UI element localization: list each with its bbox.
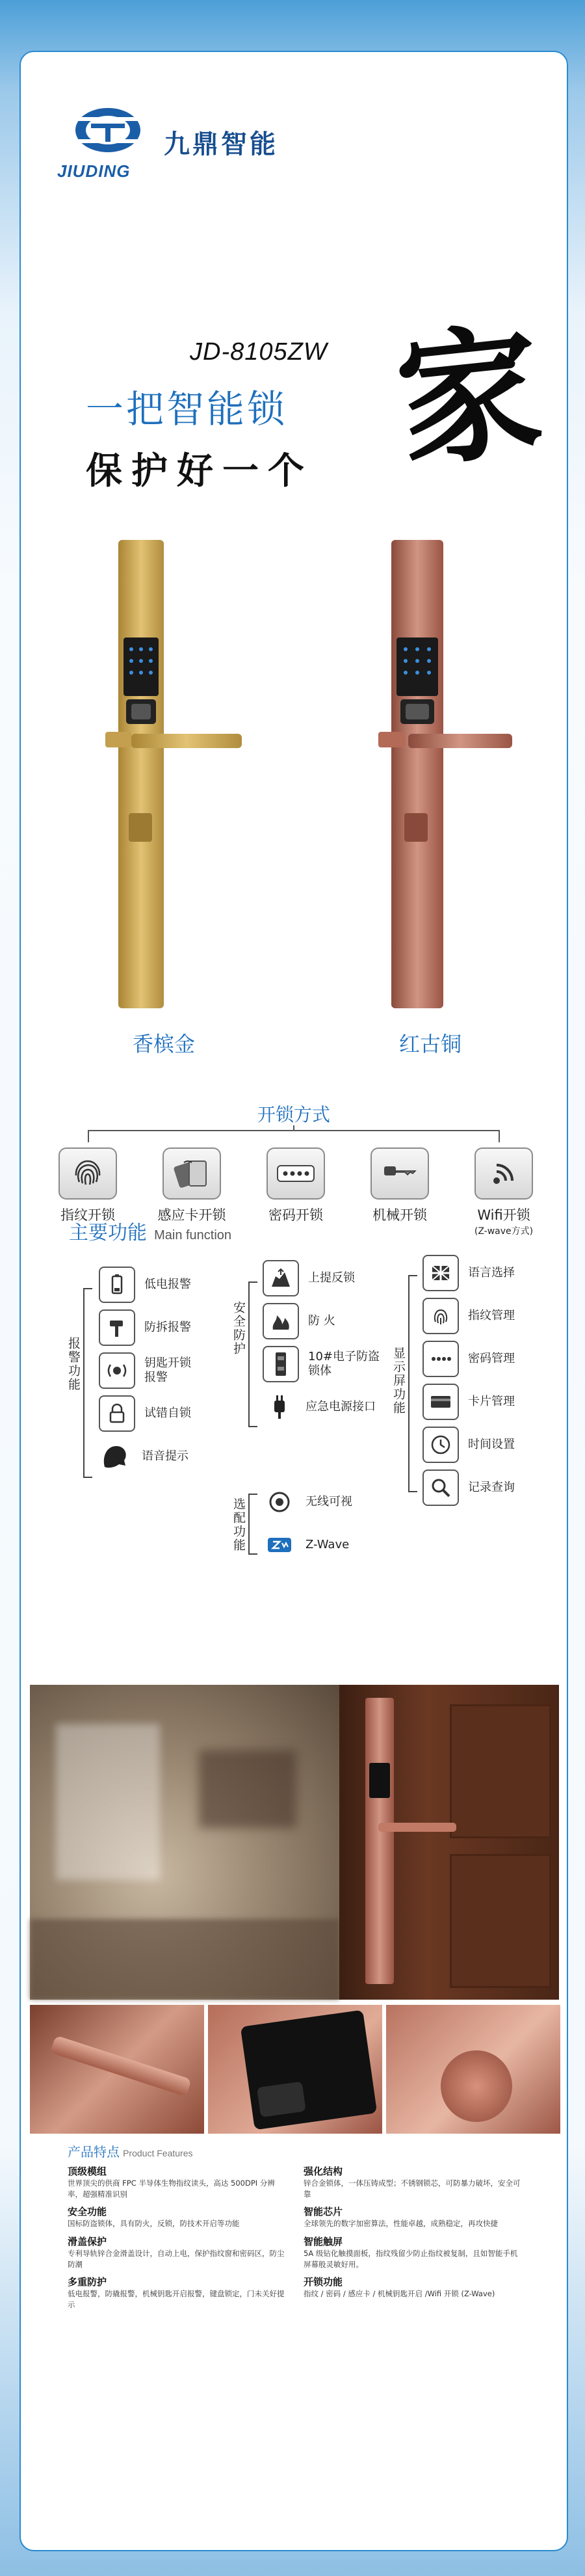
function-item <box>263 1481 352 1523</box>
unlock-method-label: 指纹开锁 <box>60 1207 115 1223</box>
feature-desc: 指纹 / 密码 / 感应卡 / 机械钥匙开启 /Wifi 开锁 (Z-Wave) <box>304 2289 495 2299</box>
unlock-method-wifi <box>462 1147 546 1237</box>
wifi-icon <box>488 1157 520 1190</box>
slogan-line-1: 一把智能锁 <box>86 387 288 431</box>
plug-icon <box>268 1394 291 1420</box>
fire-icon <box>269 1310 292 1332</box>
feature-desc: 国标防盗锁体，具有防火，反锁，防技术开启等功能 <box>68 2219 240 2229</box>
main-function-title-cn: 主要功能 <box>69 1222 147 1244</box>
feature-heading: 智能触屏 <box>304 2236 343 2248</box>
function-item-text: 记录查询 <box>468 1480 515 1494</box>
function-item-text: 时间设置 <box>468 1437 515 1451</box>
function-item <box>422 1252 515 1295</box>
function-item <box>422 1295 515 1337</box>
function-item-text: 防拆报警 <box>144 1320 191 1334</box>
function-item <box>263 1523 352 1566</box>
keypad-icon <box>276 1161 315 1187</box>
unlock-method-label: 感应卡开锁 <box>157 1207 226 1223</box>
function-item-text: 密码管理 <box>468 1351 515 1365</box>
function-item <box>263 1343 380 1386</box>
detail-photo-handle <box>30 2005 204 2134</box>
lock-image-red-bronze <box>346 540 515 1008</box>
lock-label-red-bronze: 红古铜 <box>398 1032 462 1056</box>
camera-icon <box>266 1489 292 1515</box>
function-item-text: 低电报警 <box>144 1277 191 1291</box>
feature-heading: 顶级模组 <box>68 2166 107 2177</box>
function-group-label-alarm: 报警功能 <box>66 1337 81 1391</box>
lock-label-champagne-gold: 香槟金 <box>132 1032 195 1056</box>
function-item <box>99 1349 191 1392</box>
function-group-alarm <box>99 1263 191 1478</box>
function-item-text: 指纹管理 <box>468 1308 515 1322</box>
feature-heading: 安全功能 <box>68 2206 107 2218</box>
card-icon <box>428 1391 453 1413</box>
clock-icon <box>430 1434 452 1456</box>
function-item-text: 钥匙开锁 报警 <box>144 1356 191 1384</box>
product-features-title-cn: 产品特点 <box>68 2144 120 2160</box>
brand-name-cn: 九鼎智能 <box>164 129 278 159</box>
unlock-method-label: 机械开锁 <box>372 1207 427 1223</box>
voice-icon <box>101 1443 131 1469</box>
search-icon <box>430 1477 452 1499</box>
function-item-text: 语言选择 <box>468 1265 515 1280</box>
function-item <box>422 1423 515 1466</box>
language-icon <box>430 1262 452 1284</box>
function-item <box>422 1380 515 1423</box>
function-item <box>263 1386 380 1429</box>
feature-heading: 强化结构 <box>304 2166 343 2177</box>
unlock-method-label: Wifi开锁 <box>477 1207 530 1223</box>
slogan-big-character: 家 <box>389 305 549 488</box>
feature-desc: 世界顶尖的供商 FPC 半导体生物指纹读头，高达 500DPI 分辨率，超强精准识别 <box>68 2179 275 2199</box>
function-group-bracket <box>248 1281 257 1427</box>
function-item-text: 试错自锁 <box>144 1406 191 1420</box>
password-icon <box>428 1348 454 1370</box>
jiuding-logo-icon <box>72 104 144 156</box>
feature-desc: 锌合金锁体，一体压铸成型；不锈钢锁芯，可防暴力破坏，安全可靠 <box>304 2179 521 2199</box>
function-group-bracket <box>248 1494 257 1555</box>
slogan-line-2: 保护好一个 <box>86 449 313 492</box>
lock-image-champagne-gold <box>92 540 248 1008</box>
function-item <box>263 1257 380 1300</box>
function-group-safety <box>263 1257 380 1429</box>
function-item-text: 应急电源接口 <box>306 1399 376 1414</box>
main-function-title <box>69 1216 231 1245</box>
feature-desc: 专利导轨锌合金滑盖设计，自动上电，保护指纹窗和密码区，防尘防潮 <box>68 2249 285 2269</box>
feature-desc: 低电报警，防撬报警，机械钥匙开启报警，键盘锁定，门未关好提示 <box>68 2289 285 2310</box>
poster-panel <box>20 51 568 2551</box>
function-item-text: 防 火 <box>308 1313 335 1328</box>
function-item-text: 10#电子防盗 锁体 <box>308 1349 380 1378</box>
card-icon <box>172 1157 211 1190</box>
function-item <box>263 1300 380 1343</box>
lift-icon <box>269 1267 292 1289</box>
product-features <box>58 2134 533 2368</box>
detail-photo-keypad <box>208 2005 382 2134</box>
unlock-method-mechanical-key <box>358 1147 442 1237</box>
features-right-column <box>304 2164 524 2316</box>
feature-desc: 全球领先的数字加密算法，性能卓越，成熟稳定，再攻快捷 <box>304 2219 498 2229</box>
feature-heading: 滑盖保护 <box>68 2236 107 2248</box>
room-scene-photo <box>30 1685 339 2000</box>
product-features-title <box>68 2141 533 2160</box>
function-item-text: 上提反锁 <box>308 1270 355 1285</box>
fingerprint-icon <box>430 1305 452 1327</box>
main-function-title-en: Main function <box>154 1228 232 1242</box>
function-item-text: Z-Wave <box>306 1537 350 1551</box>
sound-icon <box>104 1360 130 1382</box>
function-group-bracket <box>83 1288 92 1478</box>
low-battery-icon <box>106 1274 128 1296</box>
function-item <box>99 1263 191 1306</box>
feature-heading: 智能芯片 <box>304 2206 343 2218</box>
unlock-methods-bracket <box>86 1125 502 1144</box>
unlock-method-label: 密码开锁 <box>268 1207 323 1223</box>
function-item <box>422 1337 515 1380</box>
product-features-title-en: Product Features <box>123 2148 193 2158</box>
unlock-methods-title: 开锁方式 <box>257 1104 330 1125</box>
lock-body-icon <box>271 1351 291 1377</box>
feature-heading: 开锁功能 <box>304 2276 343 2288</box>
function-group-label-optional: 选配功能 <box>231 1497 246 1552</box>
function-group-optional <box>263 1481 352 1566</box>
feature-desc: 5A 级钻化触摸面板，指纹残留少防止指纹被复制，且如智能手机屏幕般灵敏好用。 <box>304 2249 518 2269</box>
features-left-column <box>68 2164 288 2316</box>
door-lock-photo <box>339 1685 559 2000</box>
function-item-text: 语音提示 <box>142 1449 188 1463</box>
unlock-method-sublabel: (Z-wave方式) <box>474 1226 534 1237</box>
brand-name-en: JIUDING <box>57 161 131 181</box>
model-number: JD-8105ZW <box>190 338 328 366</box>
detail-photo-knob <box>386 2005 560 2134</box>
function-group-label-safety: 安全防护 <box>231 1301 246 1356</box>
function-group-label-display: 显示屏功能 <box>391 1347 406 1415</box>
feature-heading: 多重防护 <box>68 2276 107 2288</box>
function-item <box>99 1435 191 1478</box>
function-item <box>422 1466 515 1509</box>
function-item <box>99 1392 191 1435</box>
padlock-icon <box>106 1402 128 1425</box>
function-item-text: 无线可视 <box>306 1494 352 1509</box>
function-item-text: 卡片管理 <box>468 1394 515 1408</box>
fingerprint-icon <box>70 1156 105 1191</box>
key-icon <box>380 1157 419 1190</box>
function-group-display <box>422 1252 515 1509</box>
function-item <box>99 1306 191 1349</box>
hammer-icon <box>106 1317 128 1339</box>
unlock-method-password <box>254 1147 338 1237</box>
zwave-icon <box>265 1534 294 1556</box>
function-group-bracket <box>408 1275 417 1492</box>
